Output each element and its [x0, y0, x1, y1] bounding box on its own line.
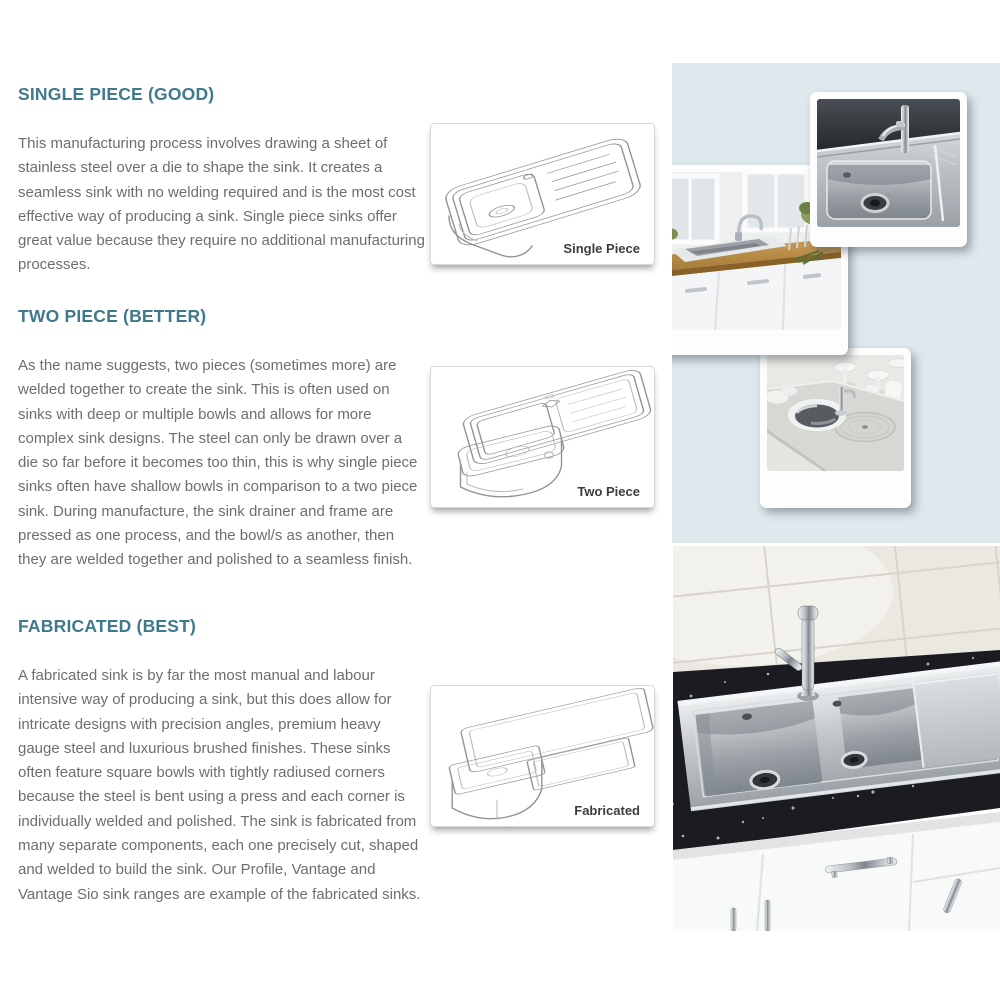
- photo-card-round-bowl-sink: [760, 348, 911, 508]
- diagram-fabricated-card: [430, 685, 655, 827]
- section-body: As the name suggests, two pieces (sometimes more) are welded together to create the sink. This is often used on sinks with deep or multiple bowls and allows for more complex sink designs. The steel can only be drawn over a die so far before it becomes too thin, this is why single piece sinks often have shallow bowls in comparison to a two piece sink. During manufacture, the sink drainer and frame are pressed as one process, and the bowl/s as another, then they are welded together and polished to a seamless finish.: [18, 357, 418, 569]
- diagram-caption: Single Piece: [563, 241, 640, 256]
- diagram-single-piece-card: [430, 123, 655, 265]
- photo-card-sink-closeup: [810, 92, 967, 247]
- fabricated-sink-photo: [673, 546, 1000, 931]
- section-single-piece: [18, 84, 426, 278]
- photo-fabricated-sink-kitchen: [673, 546, 1000, 931]
- section-body: A fabricated sink is by far the most manual and labour intensive way of producing a sink, but this does allow for intricate designs with precision angles, premium heavy gauge steel and luxurious brushed finishes. These sinks often feature square bowls with tightly radiused corners because the steel is bent using a press and each corner is individually welded and polished. The sink is fabricated from many separate components, each one precisely cut, shaped and welded to build the sink. Our Profile, Vantage and Vantage Sio sink ranges are example of the fabricated sinks.: [18, 667, 421, 903]
- diagram-caption: Fabricated: [574, 803, 640, 818]
- diagram-two-piece-card: [430, 366, 655, 508]
- photo-collage-panel: [672, 63, 1000, 543]
- sink-closeup-photo: [817, 99, 960, 227]
- section-fabricated: [18, 616, 426, 907]
- diagram-caption: Two Piece: [577, 484, 640, 499]
- section-two-piece: [18, 306, 426, 573]
- section-heading: SINGLE PIECE (GOOD): [18, 84, 215, 104]
- section-heading: TWO PIECE (BETTER): [18, 306, 207, 326]
- round-bowl-sink-photo: [767, 355, 904, 471]
- section-body: This manufacturing process involves drawing a sheet of stainless steel over a die to shape the sink. It creates a seamless sink with no welding required and is the most cost effective way of producing a sink. Single piece sinks offer great value because they require no additional manufacturing processes.: [18, 135, 425, 274]
- section-heading: FABRICATED (BEST): [18, 616, 197, 636]
